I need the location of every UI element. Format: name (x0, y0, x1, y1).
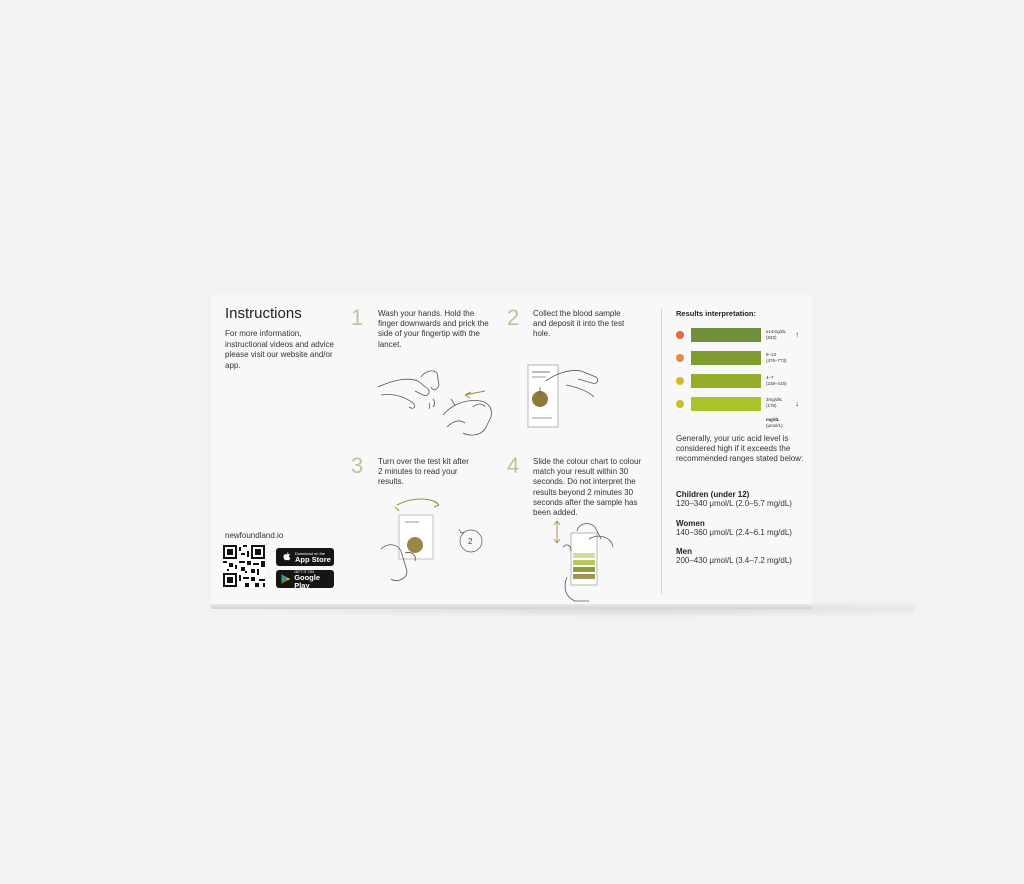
google-play-badge[interactable] (276, 570, 334, 588)
arrow-down-icon: ↓ (795, 399, 799, 408)
step-3-text: Turn over the test kit after 2 minutes to read your results. (378, 457, 469, 487)
colour-swatch (691, 351, 761, 365)
step-4-number: 4 (507, 453, 520, 478)
qr-code[interactable] (223, 545, 265, 587)
app-store-label: App Store (295, 554, 331, 564)
colour-swatch (691, 328, 761, 342)
face-icon (676, 377, 684, 385)
range-label: 3mg/dl≤ (178) (766, 397, 782, 408)
group-value: 120–340 μmol/L (2.0–5.7 mg/dL) (676, 499, 792, 508)
instructions-title: Instructions (225, 305, 302, 322)
colour-swatch (691, 397, 761, 411)
google-play-icon (281, 574, 290, 584)
group-value: 200–430 μmol/L (3.4–7.2 mg/dL) (676, 556, 792, 565)
panel-divider (661, 309, 662, 594)
face-icon (676, 354, 684, 362)
step-1-text: Wash your hands. Hold the finger downwards and prick the side of your fingertip with the lancet. (378, 309, 489, 349)
app-store-badge[interactable] (276, 548, 334, 566)
range-label: ≥14mg/dL (833) (766, 329, 786, 340)
app-store-small-label: Download on the (295, 550, 326, 556)
group-women (676, 519, 792, 537)
google-play-label: Google Play (294, 572, 321, 590)
face-icon (676, 400, 684, 408)
group-value: 140–360 μmol/L (2.4–6.1 mg/dL) (676, 528, 792, 537)
test-kit-box (211, 295, 812, 608)
hand-washing-illustration (373, 355, 503, 440)
unit-label: mg/dL (μmol/L) (766, 417, 783, 428)
flip-test-kit-illustration (377, 495, 497, 585)
step-3-number: 3 (351, 453, 364, 478)
range-label: 4–7 (238–416) (766, 375, 787, 386)
colour-chart-slide-illustration (549, 517, 629, 605)
website-link[interactable]: newfoundland.io (225, 531, 284, 540)
apple-icon (281, 552, 291, 562)
group-title: Men (676, 547, 692, 556)
range-label: 8–13 (476–773) (766, 352, 787, 363)
results-note: Generally, your uric acid level is considered high if it exceeds the recommended ranges stated below: (676, 434, 804, 464)
blood-sample-illustration (526, 357, 636, 439)
arrow-up-icon: ↑ (795, 330, 799, 339)
group-children (676, 490, 792, 508)
instructions-intro: For more information, instructional videos and advice please visit our website and/or app. (225, 329, 334, 370)
box-bottom-edge (211, 604, 812, 609)
face-icon (676, 331, 684, 339)
timer-2-label: 2 (468, 537, 473, 546)
step-2-number: 2 (507, 305, 520, 330)
step-1-number: 1 (351, 305, 364, 330)
google-play-small-label: GET IT ON (294, 568, 315, 574)
group-title: Children (under 12) (676, 490, 750, 499)
group-title: Women (676, 519, 705, 528)
group-men (676, 547, 792, 565)
step-4-text: Slide the colour chart to colour match your result within 30 seconds. Do not interpret the results beyond 2 minutes 30 seconds after the sample has been added. (533, 457, 642, 518)
colour-swatch (691, 374, 761, 388)
results-title: Results interpretation: (676, 309, 757, 318)
step-2-text: Collect the blood sample and deposit it into the test hole. (533, 309, 625, 339)
